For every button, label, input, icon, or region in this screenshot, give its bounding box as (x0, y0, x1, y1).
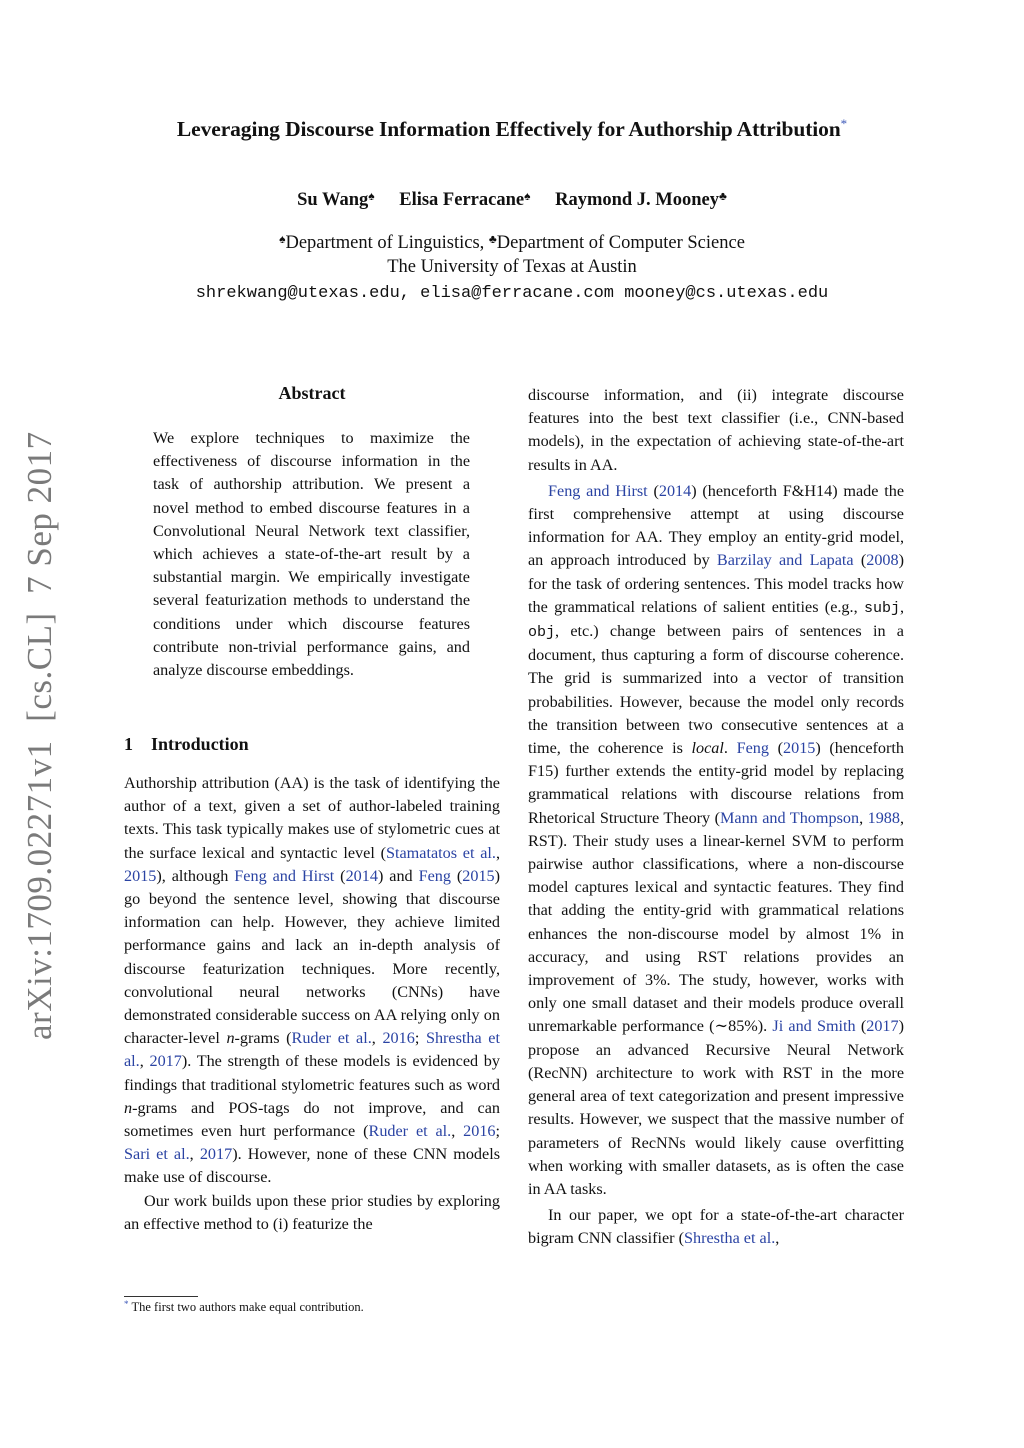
text-segment: , (189, 1145, 200, 1164)
footnote-mark: * (124, 1299, 129, 1309)
citation-link[interactable]: Ruder et al. (291, 1029, 372, 1048)
spade-icon: ♠ (279, 232, 286, 246)
text-segment: In our paper, we opt for a state-of-the-art character bigram CNN classifier ( (528, 1206, 904, 1248)
text-segment: , (451, 1122, 464, 1141)
author-1: Su Wang♠ (297, 189, 375, 210)
citation-link[interactable]: 2015 (783, 739, 816, 758)
text-segment: ) (henceforth F15) further extends the entity-grid model by replacing grammatical relations with discourse relations from Rhetorical Structure Theory ( (528, 739, 904, 827)
text-segment: ( (647, 481, 659, 500)
affiliation-university: The University of Texas at Austin (387, 257, 637, 277)
text-segment: , RST). Their study uses a linear-kernel SVM to perform pairwise author classifications, where a non-discourse model captures lexical and syntactic features. They find that adding the entity-grid with grammatical relations enhances the non-discourse model by almost 1% in accuracy, and using RST relations provides an improvement of 3%. The study, however, works with only one small dataset and their models produce overall unremarkable performance (∼85%). (528, 808, 905, 1036)
text-segment: ), although (156, 866, 235, 885)
italic-term: local (691, 739, 724, 758)
citation-link[interactable]: Feng and Hirst (548, 481, 648, 500)
citation-link[interactable]: Shrestha et al. (684, 1229, 776, 1248)
italic-term: n (226, 1029, 235, 1048)
introduction-body (124, 772, 500, 1236)
intro-paragraph-2: Our work builds upon these prior studies by exploring an effective method to (i) featurize the (124, 1191, 500, 1233)
text-segment: ) (henceforth F&H14) made the first comprehensive attempt at using discourse information for AA. They employ an entity-grid model, an approach introduced by (528, 481, 904, 570)
text-segment: ) for the task of ordering sentences. This model tracks how the grammatical relations of salient entities (e.g., (528, 551, 904, 616)
related-work-paragraph (528, 480, 904, 1201)
citation-link[interactable]: 2008 (866, 551, 899, 570)
text-segment: ; (495, 1122, 501, 1141)
citation-link[interactable]: Sari et al. (124, 1145, 190, 1164)
text-segment: ). The strength of these models is evidenced by findings that traditional stylometric features such as word (124, 1052, 500, 1094)
text-segment: ) go beyond the sentence level, showing that discourse information can help. However, they achieve limited performance gains and lack an in-depth analysis of discourse featurization techniques. More recently, convolutional neural networks (CNNs) have demonstrated considerable success on AA relying only on character-level (124, 866, 501, 1048)
text-segment: ; (414, 1029, 426, 1048)
author-list (0, 189, 1024, 211)
citation-link[interactable]: 2014 (345, 866, 378, 885)
text-segment: , (899, 597, 904, 616)
abstract-heading: Abstract (278, 383, 346, 403)
citation-link[interactable]: Ruder et al. (368, 1122, 452, 1141)
citation-link[interactable]: Shrestha et al. (124, 1029, 500, 1071)
text-segment: ( (334, 866, 346, 885)
affiliation-departments: ♠Department of Linguistics, ♣Department of Computer Science (279, 232, 745, 253)
text-segment: -grams ( (234, 1029, 292, 1048)
text-segment: , (859, 808, 868, 827)
intro-paragraph-1 (124, 772, 500, 1190)
text-segment: , (775, 1229, 780, 1248)
club-icon: ♣ (719, 189, 727, 203)
paper-title: Leveraging Discourse Information Effectively for Authorship Attribution* (176, 116, 848, 142)
right-paragraph-1: discourse information, and (ii) integrate discourse features into the best text classifier (i.e., CNN-based models), in the expectation of achieving state-of-the-art results in AA. (528, 386, 904, 474)
text-segment: ( (855, 1017, 867, 1036)
citation-link[interactable]: 2015 (462, 866, 495, 885)
our-paper-paragraph (528, 1204, 904, 1250)
citation-link[interactable]: Feng (736, 739, 769, 758)
footnote: * The first two authors make equal contribution. (124, 1299, 364, 1314)
code-term: subj (863, 599, 900, 617)
text-segment: ( (450, 866, 463, 885)
citation-link[interactable]: Stamatatos et al. (385, 843, 496, 862)
title-footnote-mark[interactable]: * (840, 116, 848, 131)
spade-icon: ♠ (368, 189, 375, 203)
text-segment: ( (768, 739, 783, 758)
citation-link[interactable]: Feng and Hirst (234, 866, 335, 885)
spade-icon: ♠ (524, 189, 531, 203)
citation-link[interactable]: Feng (418, 866, 451, 885)
citation-link[interactable]: 2017 (199, 1145, 233, 1164)
citation-link[interactable]: 2017 (866, 1017, 899, 1036)
text-segment: -grams and POS-tags do not improve, and can sometimes even hurt performance ( (124, 1098, 500, 1141)
author-3: Raymond J. Mooney♣ (555, 189, 727, 210)
text-segment: , etc.) change between pairs of sentences in a document, thus capturing a form of discourse coherence. The grid is summarized into a vector of transition probabilities. However, because the model only records the transition between two consecutive sentences at a time, the coherence is (528, 622, 904, 758)
author-emails[interactable]: shrekwang@utexas.edu, elisa@ferracane.com mooney@cs.utexas.edu (195, 284, 829, 303)
author-2: Elisa Ferracane♠ (399, 189, 531, 210)
text-segment: Authorship attribution (AA) is the task of identifying the author of a text, given a set of author-labeled training texts. This task typically makes use of stylometric cues at the surface lexical and syntactic level ( (124, 774, 500, 862)
citation-link[interactable]: 1988 (867, 808, 900, 827)
club-icon: ♣ (488, 232, 497, 246)
text-segment: ) propose an advanced Recursive Neural Network (RecNN) architecture to work with RST in the more general area of text categorization and present impressive results. However, we suspect that the massive number of parameters of RecNNs would likely cause overfitting when working with smaller datasets, as is often the case in AA tasks. (528, 1017, 904, 1198)
footnote-divider (124, 1296, 198, 1297)
text-segment: , (371, 1029, 383, 1048)
abstract-text: We explore techniques to maximize the effectiveness of discourse information in the task of authorship attribution. We present a novel method to embed discourse features in a Convolutional Neural Network text classifier, which achieves a state-of-the-art result by a substantial margin. We empirically investigate several featurization methods to understand the conditions under which discourse features contribute non-trivial performance gains, and analyze discourse embeddings. (153, 429, 470, 680)
text-segment: ( (853, 551, 867, 570)
text-segment: ) and (377, 866, 419, 885)
citation-link[interactable]: Ji and Smith (772, 1017, 856, 1036)
citation-link[interactable]: Barzilay and Lapata (716, 551, 854, 570)
citation-link[interactable]: 2014 (658, 481, 692, 500)
citation-link[interactable]: 2016 (382, 1029, 415, 1048)
citation-link[interactable]: 2017 (149, 1052, 182, 1071)
citation-link[interactable]: 2015 (124, 866, 157, 885)
arxiv-identifier[interactable]: arXiv:1709.02271v1 [cs.CL] 7 Sep 2017 (20, 431, 59, 1040)
text-segment: , (139, 1052, 150, 1071)
text-segment: ). However, none of these CNN models make use of discourse. (124, 1145, 501, 1187)
text-segment: , (495, 843, 500, 862)
introduction-heading: 1 Introduction (124, 734, 249, 754)
citation-link[interactable]: 2016 (463, 1122, 496, 1141)
italic-term: n (124, 1098, 133, 1117)
text-segment: . (723, 739, 737, 758)
code-term: obj (528, 624, 556, 642)
right-column-body (528, 384, 904, 1251)
citation-link[interactable]: Mann and Thompson (720, 808, 860, 827)
